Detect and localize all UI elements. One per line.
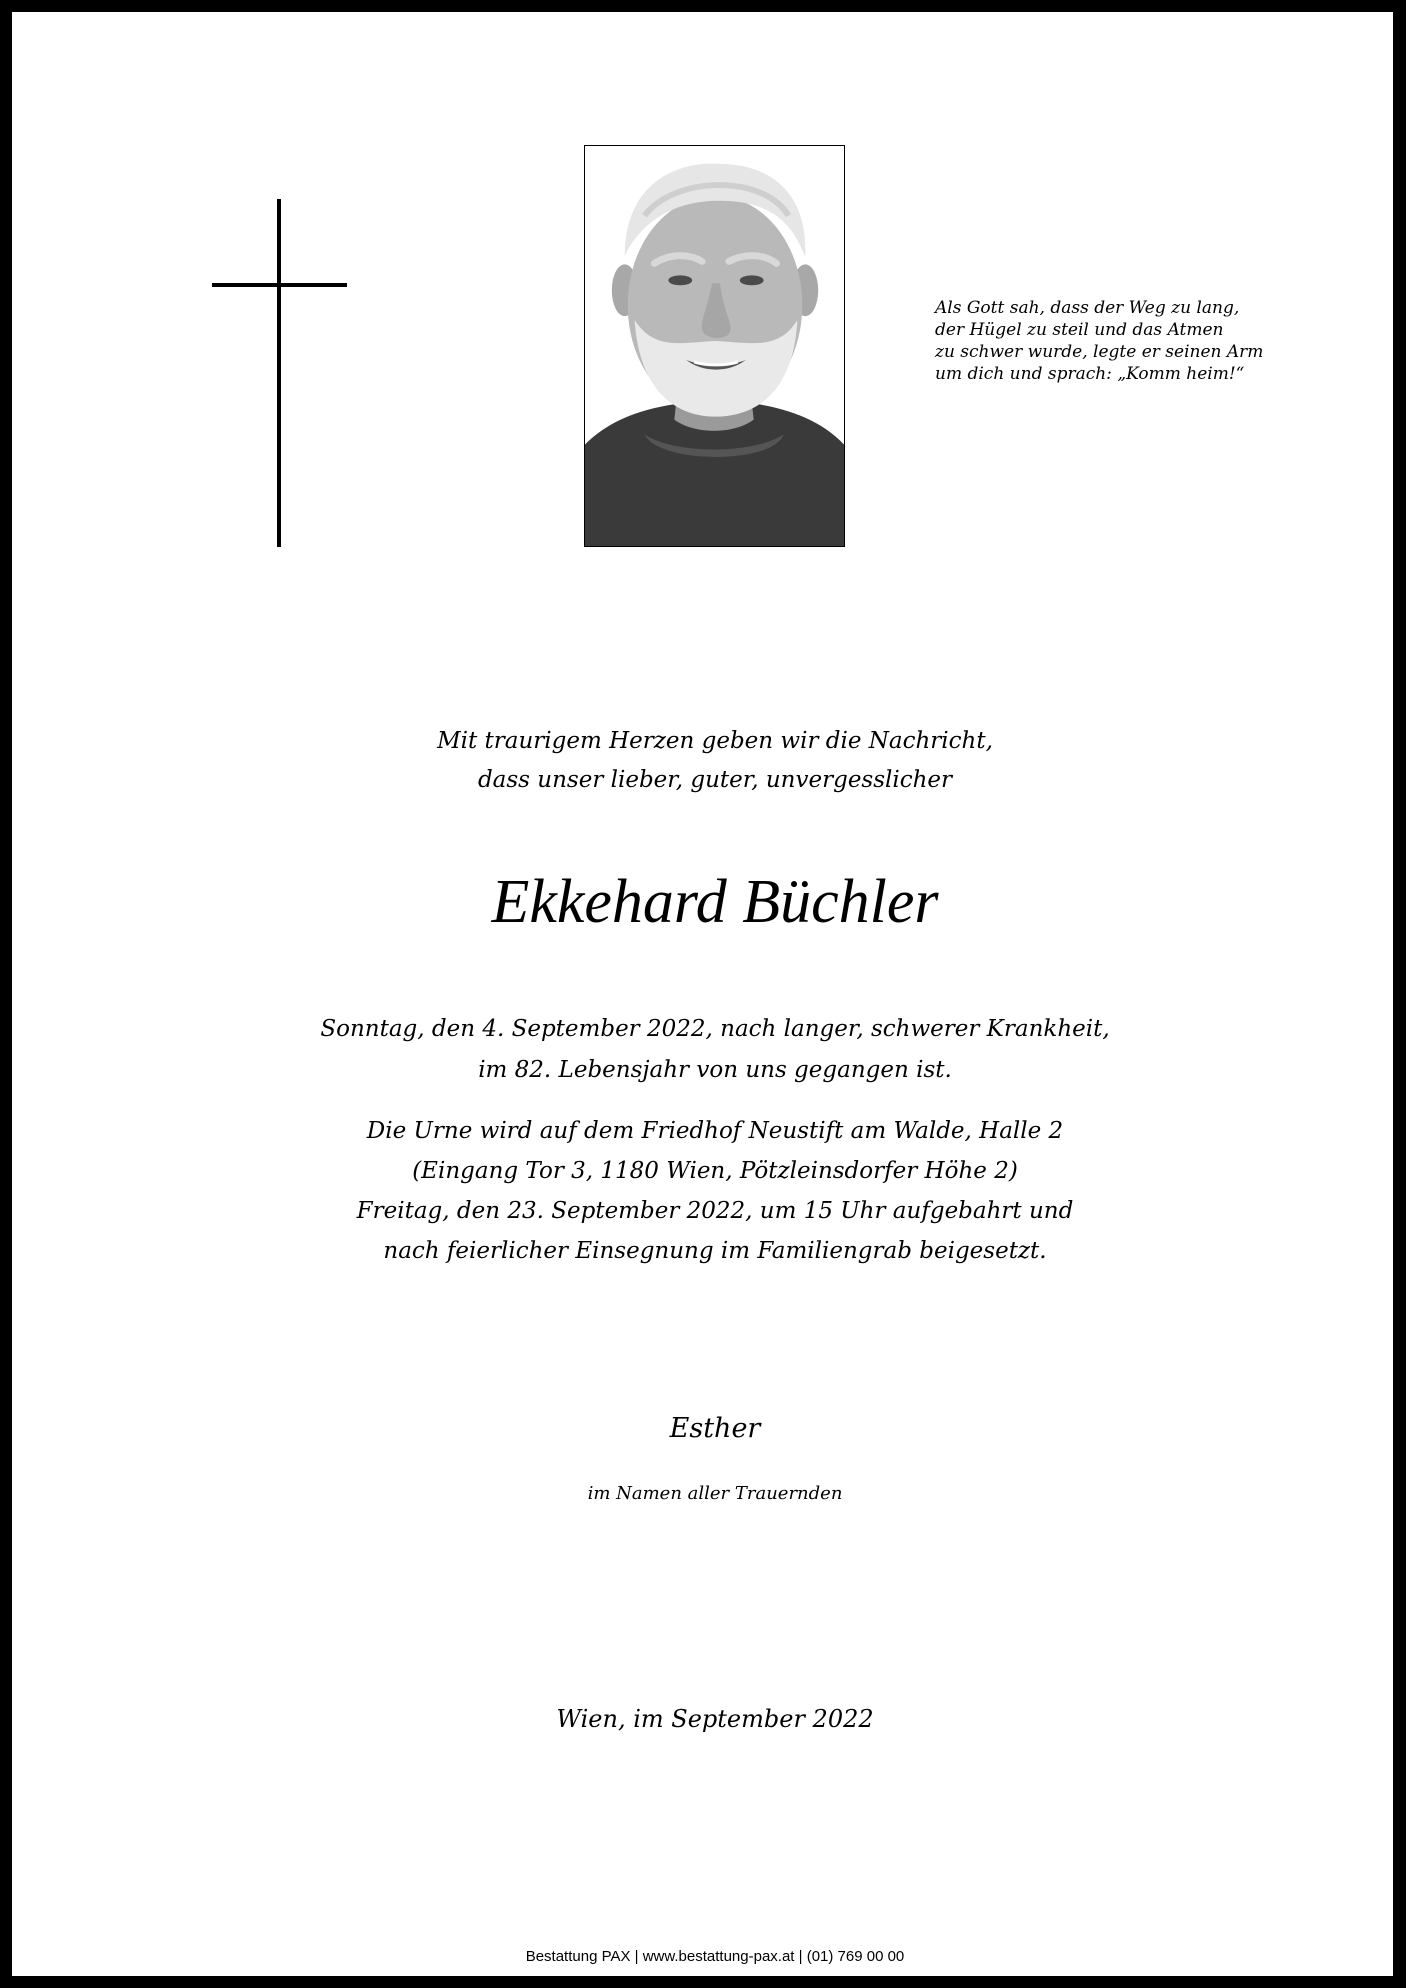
death-info <box>12 1009 1406 1091</box>
burial-line: Freitag, den 23. September 2022, um 15 Uhr aufgebahrt und <box>356 1198 1074 1224</box>
place-date: Wien, im September 2022 <box>556 1705 874 1733</box>
signer-name: Esther <box>669 1413 761 1444</box>
portrait-illustration <box>585 146 844 546</box>
burial-info <box>12 1111 1406 1271</box>
burial-line: Die Urne wird auf dem Friedhof Neustift am Walde, Halle 2 <box>366 1118 1064 1144</box>
quote-line: zu schwer wurde, legte er seinen Arm <box>935 342 1264 362</box>
signer-subtitle: im Namen aller Trauernden <box>587 1483 843 1504</box>
quote-line: Als Gott sah, dass der Weg zu lang, <box>935 298 1240 318</box>
footer-text: Bestattung PAX | www.bestattung-pax.at | (01) 769 00 00 <box>525 1948 905 1965</box>
cross-vertical-bar <box>277 199 281 547</box>
quote-line: um dich und sprach: „Komm heim!“ <box>935 364 1245 384</box>
quote-block <box>935 297 1265 385</box>
intro-line: Mit traurigem Herzen geben wir die Nachricht, <box>437 728 993 754</box>
intro-line: dass unser lieber, guter, unvergesslicher <box>477 767 953 793</box>
death-line: im 82. Lebensjahr von uns gegangen ist. <box>478 1057 952 1083</box>
cross-horizontal-bar <box>212 283 347 287</box>
intro-text <box>12 722 1406 800</box>
quote-line: der Hügel zu steil und das Atmen <box>935 320 1224 340</box>
death-line: Sonntag, den 4. September 2022, nach langer, schwerer Krankheit, <box>320 1016 1110 1042</box>
burial-line: (Eingang Tor 3, 1180 Wien, Pötzleinsdorfer Höhe 2) <box>412 1158 1018 1184</box>
deceased-name: Ekkehard Büchler <box>491 868 939 936</box>
burial-line: nach feierlicher Einsegnung im Familiengrab beigesetzt. <box>383 1238 1047 1264</box>
portrait-photo <box>584 145 845 547</box>
